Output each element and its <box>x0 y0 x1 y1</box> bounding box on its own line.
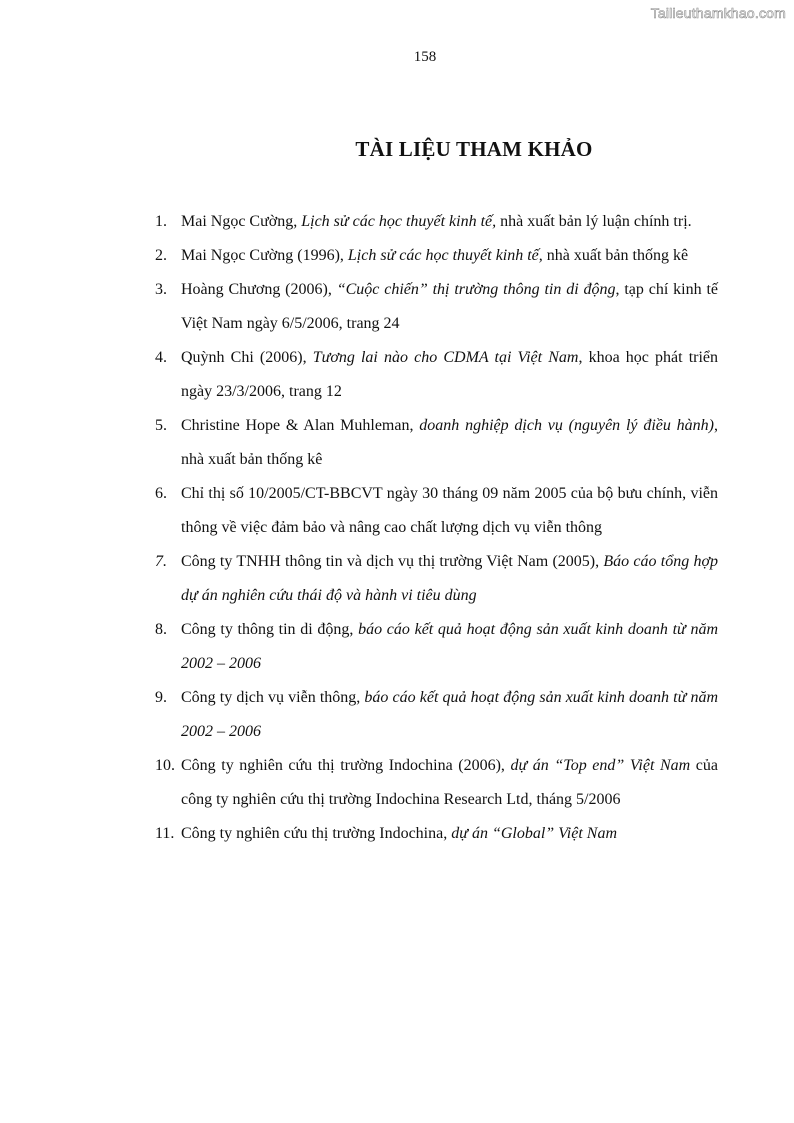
reference-item <box>155 239 718 273</box>
reference-item <box>155 341 718 409</box>
reference-title: dự án “Global” Việt Nam <box>451 825 617 842</box>
reference-item <box>155 749 718 817</box>
reference-text: Công ty nghiên cứu thị trường Indochina, <box>181 825 452 842</box>
reference-number: 7. <box>155 553 167 570</box>
reference-number: 9. <box>155 689 167 706</box>
reference-text: , nhà xuất bản thống kê <box>181 417 718 468</box>
reference-text: , tạp chí kinh tế Việt Nam ngày 6/5/2006, trang 24 <box>181 281 719 332</box>
reference-title: dự án “Top end” Việt Nam <box>510 757 691 774</box>
reference-number: 10. <box>155 757 175 774</box>
reference-text: Công ty nghiên cứu thị trường Indochina (2006), <box>181 757 511 774</box>
page-title: TÀI LIỆU THAM KHẢO <box>355 137 593 161</box>
reference-text: Công ty TNHH thông tin và dịch vụ thị trường Việt Nam (2005), <box>181 553 604 570</box>
reference-text: Mai Ngọc Cường (1996), <box>181 247 348 264</box>
reference-text: nhà xuất bản lý luận chính trị. <box>496 213 692 230</box>
reference-item <box>155 409 718 477</box>
reference-number: 11. <box>155 825 175 842</box>
reference-text: , khoa học phát triển ngày 23/3/2006, trang 12 <box>181 349 719 400</box>
reference-number: 3. <box>155 281 167 298</box>
reference-item <box>155 205 718 239</box>
reference-text: Quỳnh Chi (2006), <box>181 349 313 366</box>
reference-title: doanh nghiệp dịch vụ (nguyên lý điều hành) <box>419 417 714 434</box>
reference-item <box>155 545 718 613</box>
page-number: 158 <box>413 49 437 65</box>
reference-text: Christine Hope & Alan Muhleman, <box>181 417 420 434</box>
reference-item <box>155 477 718 545</box>
reference-number: 4. <box>155 349 167 366</box>
reference-text: Hoàng Chương (2006), <box>181 281 337 298</box>
reference-title: Lịch sử các học thuyết kinh tế, <box>301 213 497 230</box>
reference-title: báo cáo kết quả hoạt động sản xuất kinh doanh từ năm 2002 – 2006 <box>181 621 718 672</box>
reference-number: 6. <box>155 485 167 502</box>
reference-title: Báo cáo tổng hợp dự án nghiên cứu thái độ và hành vi tiêu dùng <box>181 553 719 604</box>
reference-title: Lịch sử các học thuyết kinh tế, <box>347 247 543 264</box>
reference-number: 2. <box>155 247 167 264</box>
reference-list <box>155 205 718 851</box>
watermark-text: Tailieuthamkhao.com <box>650 5 786 21</box>
reference-item <box>155 817 718 851</box>
reference-text: Chỉ thị số 10/2005/CT-BBCVT ngày 30 tháng 09 năm 2005 của bộ bưu chính, viễn thông về việc đảm bảo và nâng cao chất lượng dịch vụ viễn thông <box>181 485 718 536</box>
reference-title: báo cáo kết quả hoạt động sản xuất kinh doanh từ năm 2002 – 2006 <box>181 689 719 740</box>
reference-number: 5. <box>155 417 167 434</box>
reference-text: Công ty thông tin di động, <box>181 621 359 638</box>
reference-item <box>155 613 718 681</box>
reference-text: của công ty nghiên cứu thị trường Indochina Research Ltd, tháng 5/2006 <box>181 757 719 808</box>
reference-text: nhà xuất bản thống kê <box>542 247 689 264</box>
reference-number: 1. <box>155 213 167 230</box>
reference-text: Công ty dịch vụ viễn thông, <box>181 689 365 706</box>
reference-title: Tương lai nào cho CDMA tại Việt Nam <box>312 349 579 366</box>
reference-title: “Cuộc chiến” thị trường thông tin di động <box>336 281 616 298</box>
reference-text: Mai Ngọc Cường, <box>181 213 302 230</box>
reference-number: 8. <box>155 621 167 638</box>
reference-item <box>155 273 718 341</box>
reference-item <box>155 681 718 749</box>
